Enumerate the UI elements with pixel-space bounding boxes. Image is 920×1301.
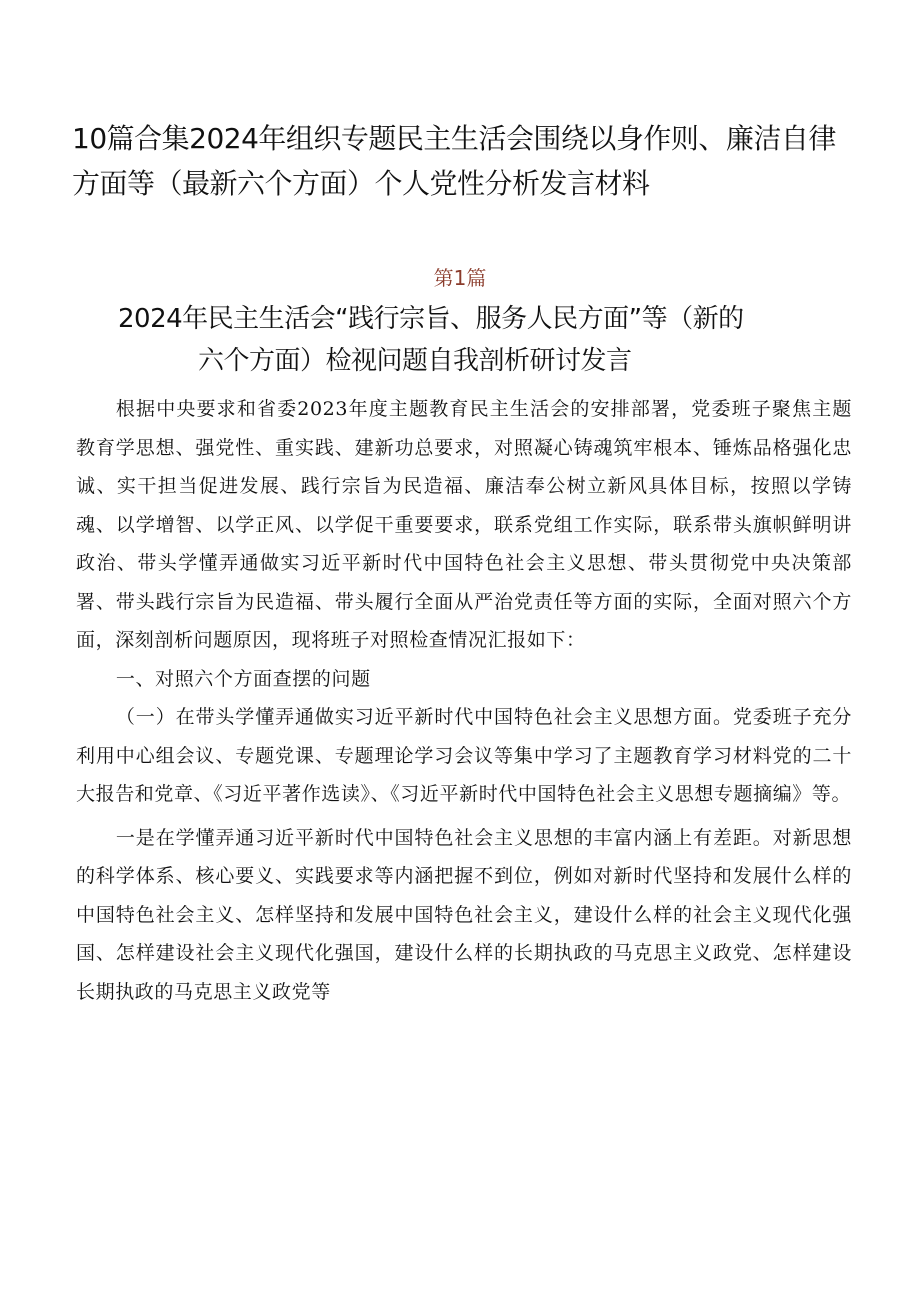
article-body: [76, 390, 852, 1011]
document-main-title: 10篇合集2024年组织专题民主生活会围绕以身作则、廉洁自律方面等（最新六个方面）个人党性分析发言材料: [72, 122, 836, 200]
paragraph-intro: 根据中央要求和省委2023年度主题教育民主生活会的安排部署，党委班子聚焦主题教育学思想、强党性、重实践、建新功总要求，对照凝心铸魂筑牢根本、锤炼品格强化忠诚、实干担当促进发展、践行宗旨为民造福、廉洁奉公树立新风具体目标，按照以学铸魂、以学增智、以学正风、以学促干重要要求，联系党组工作实际，联系带头旗帜鲜明讲政治、带头学懂弄通做实习近平新时代中国特色社会主义思想、带头贯彻党中央决策部署、带头践行宗旨为民造福、带头履行全面从严治党责任等方面的实际，全面对照六个方面，深刻剖析问题原因，现将班子对照检查情况汇报如下：: [76, 398, 852, 651]
paragraph-point-one: 一是在学懂弄通习近平新时代中国特色社会主义思想的丰富内涵上有差距。对新思想的科学体系、核心要义、实践要求等内涵把握不到位，例如对新时代坚持和发展什么样的中国特色社会主义、怎样坚持和发展中国特色社会主义，建设什么样的社会主义现代化强国、怎样建设社会主义现代化强国，建设什么样的长期执政的马克思主义政党、怎样建设长期执政的马克思主义政党等: [76, 826, 852, 1003]
article-title-line2: 六个方面）检视问题自我剖析研讨发言: [198, 346, 632, 376]
article-title-line1: 2024年民主生活会“践行宗旨、服务人民方面”等（新的: [118, 304, 744, 334]
paragraph-subsection-one: （一）在带头学懂弄通做实习近平新时代中国特色社会主义思想方面。党委班子充分利用中心组会议、专题党课、专题理论学习会议等集中学习了主题教育学习材料党的二十大报告和党章、《习近平著作选读》、《习近平新时代中国特色社会主义思想专题摘编》等。: [76, 706, 852, 805]
section-label: 第1篇: [433, 266, 487, 290]
article-title: [118, 298, 848, 382]
paragraph-heading-one: 一、对照六个方面查摆的问题: [115, 667, 371, 690]
